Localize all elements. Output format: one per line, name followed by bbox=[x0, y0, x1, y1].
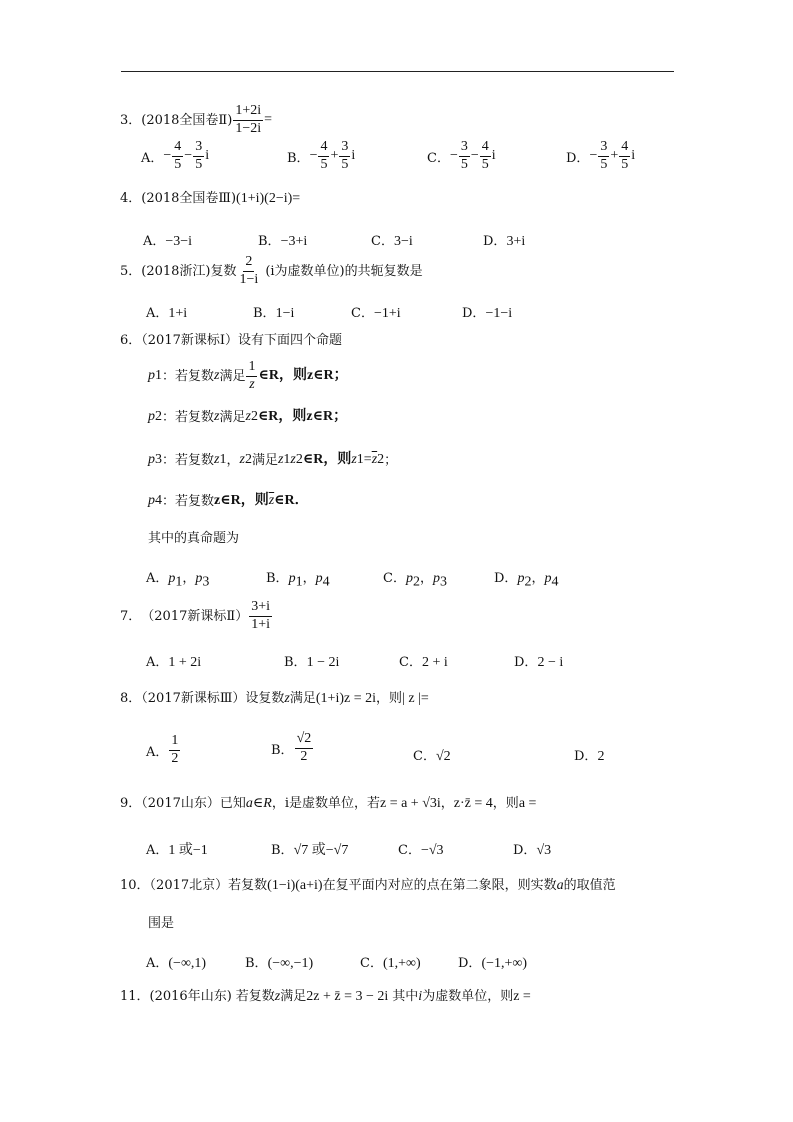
operator: + bbox=[610, 148, 619, 164]
prop-label: p bbox=[148, 368, 155, 383]
fraction-denominator: z bbox=[249, 376, 255, 392]
question-3 bbox=[120, 100, 272, 140]
question-number: 11． bbox=[120, 989, 150, 1004]
option-d[interactable]: D．$p_2$，$p_4$ bbox=[494, 571, 559, 590]
exponent: 2 bbox=[250, 409, 258, 424]
question-number: 5． bbox=[120, 263, 142, 279]
option-c[interactable] bbox=[413, 745, 451, 765]
question-4 bbox=[120, 192, 300, 206]
option-label: C． bbox=[399, 655, 422, 670]
option-label: A． bbox=[146, 843, 169, 858]
question-7 bbox=[120, 596, 273, 636]
option-value: 1 − 2i bbox=[306, 655, 340, 670]
question-10 bbox=[120, 879, 616, 893]
question-stem: 其中 bbox=[392, 989, 419, 1004]
option-a[interactable] bbox=[141, 140, 209, 172]
option-a[interactable] bbox=[146, 734, 181, 766]
option-value: (1,+∞) bbox=[382, 956, 421, 971]
option-label: D． bbox=[483, 234, 507, 249]
question-source: （2017新课标Ⅱ） bbox=[141, 608, 249, 624]
fraction-numerator: 4 bbox=[480, 140, 491, 157]
option-label: A． bbox=[146, 655, 169, 670]
fraction-numerator: 1+2i bbox=[233, 104, 263, 121]
prop-label: p bbox=[315, 571, 323, 586]
option-c[interactable] bbox=[371, 230, 413, 250]
option-label: C． bbox=[360, 956, 383, 971]
imaginary-unit: i bbox=[205, 148, 210, 164]
proposition-p2 bbox=[148, 410, 347, 424]
option-value: 2 bbox=[597, 749, 605, 764]
var-z: z bbox=[245, 409, 251, 424]
option-value: 2 − i bbox=[537, 655, 564, 670]
imaginary-unit: i bbox=[351, 148, 356, 164]
question-stem: 满足 bbox=[289, 691, 316, 706]
question-number: 9． bbox=[120, 796, 142, 811]
var-z-conjugate: $\overline{z}$ bbox=[268, 493, 275, 508]
option-value: −1+i bbox=[373, 306, 401, 321]
fraction-numerator: 1 bbox=[246, 360, 257, 377]
option-a[interactable] bbox=[146, 839, 208, 859]
question-source: （2017北京） bbox=[149, 878, 229, 893]
option-label: A． bbox=[146, 744, 169, 760]
fraction-denominator: 5 bbox=[195, 156, 203, 172]
fraction-denominator: 5 bbox=[174, 156, 182, 172]
fraction-denominator: 1−i bbox=[239, 271, 259, 287]
option-label: D． bbox=[566, 150, 590, 166]
fraction bbox=[193, 140, 204, 172]
var-i: i bbox=[418, 989, 423, 1004]
question-11 bbox=[120, 990, 531, 1004]
option-d[interactable] bbox=[566, 140, 635, 172]
option-label: A． bbox=[146, 956, 169, 971]
fraction bbox=[233, 104, 263, 136]
fraction-numerator: 2 bbox=[243, 255, 254, 272]
fraction bbox=[249, 600, 272, 632]
option-value: −3−i bbox=[165, 234, 193, 249]
option-c[interactable] bbox=[351, 302, 401, 322]
expression: | z |= bbox=[402, 691, 429, 706]
option-b[interactable] bbox=[287, 140, 355, 172]
var-z: z bbox=[290, 452, 296, 467]
option-c[interactable] bbox=[427, 140, 496, 172]
fraction bbox=[169, 734, 180, 766]
option-label: A． bbox=[143, 234, 166, 249]
subscript: 2 bbox=[524, 574, 532, 590]
prop-label: p bbox=[195, 571, 203, 586]
fraction-denominator: 5 bbox=[600, 156, 608, 172]
question-source: (2016年山东) bbox=[149, 989, 232, 1004]
option-c[interactable] bbox=[360, 952, 421, 972]
option-label: D． bbox=[462, 306, 486, 321]
option-label: C． bbox=[427, 150, 450, 166]
option-c[interactable]: C．$p_2$，$p_3$ bbox=[383, 571, 447, 590]
subscript: 2 bbox=[244, 452, 252, 467]
option-value: −3+i bbox=[280, 234, 308, 249]
expression: a = bbox=[518, 796, 537, 811]
option-value: √2 bbox=[435, 749, 451, 764]
prop-text: 满足 bbox=[251, 452, 278, 468]
operator: − bbox=[470, 148, 479, 164]
prop-text: 满足 bbox=[219, 409, 246, 425]
prop-label: p bbox=[288, 571, 296, 586]
fraction-numerator: 3 bbox=[598, 140, 609, 157]
subscript: 1 bbox=[295, 574, 303, 590]
question-stem: 若复数 bbox=[235, 989, 275, 1004]
subscript: 4 bbox=[551, 574, 559, 590]
option-label: B． bbox=[271, 843, 294, 858]
option-value: (−1,+∞) bbox=[481, 956, 528, 971]
option-value: 2 + i bbox=[421, 655, 448, 670]
equals-sign: = bbox=[363, 452, 372, 467]
fraction-numerator: √2 bbox=[295, 732, 314, 749]
question-stem: ，i是虚数单位，若 bbox=[271, 796, 380, 811]
fraction bbox=[598, 140, 609, 172]
option-b[interactable]: B．$p_1$，$p_4$ bbox=[266, 571, 330, 590]
option-label: C． bbox=[351, 306, 374, 321]
proposition-p3 bbox=[148, 453, 397, 467]
var-z: z bbox=[351, 452, 357, 467]
imaginary-unit: i bbox=[631, 148, 636, 164]
expression: 2z + z̄ = 3 − 2i bbox=[306, 989, 389, 1004]
fraction-numerator: 4 bbox=[619, 140, 630, 157]
var-a: a bbox=[556, 878, 564, 893]
question-stem: 的取值范 bbox=[563, 878, 616, 893]
option-value: 1+i bbox=[168, 306, 188, 321]
option-label: A． bbox=[146, 306, 169, 321]
fraction bbox=[295, 732, 314, 764]
option-a[interactable]: A．$p_1$，$p_3$ bbox=[146, 571, 210, 590]
option-value: √7 或−√7 bbox=[293, 843, 349, 858]
option-value: 1 + 2i bbox=[168, 655, 202, 670]
option-b[interactable] bbox=[245, 952, 313, 972]
prop-text: ， bbox=[226, 452, 240, 468]
prop-text: ∈R，则 bbox=[258, 368, 307, 383]
option-b[interactable] bbox=[253, 302, 294, 322]
subscript: 3 bbox=[439, 574, 447, 590]
expression: (1−i)(a+i) bbox=[267, 878, 323, 893]
fraction bbox=[339, 140, 350, 172]
option-d[interactable] bbox=[514, 651, 563, 671]
question-number: 6． bbox=[120, 333, 142, 348]
option-label: B． bbox=[258, 234, 281, 249]
option-label: B． bbox=[284, 655, 307, 670]
fraction-denominator: 1+i bbox=[251, 616, 270, 632]
subscript: 1 bbox=[356, 452, 364, 467]
question-stem: 设复数 bbox=[245, 691, 285, 706]
subscript: 4 bbox=[322, 574, 330, 590]
expression: z·z̄ = 4 bbox=[453, 796, 493, 811]
prop-label-sub: 2 bbox=[155, 409, 162, 424]
fraction-numerator: 3+i bbox=[249, 600, 272, 617]
question-stem: 满足 bbox=[280, 989, 307, 1004]
fraction-denominator: 2 bbox=[300, 748, 308, 764]
option-value: (−∞,−1) bbox=[267, 956, 314, 971]
question-source: （2017山东） bbox=[141, 796, 220, 811]
option-b[interactable] bbox=[271, 732, 314, 764]
question-number: 10． bbox=[120, 878, 150, 893]
var-z: z bbox=[277, 452, 284, 467]
question-stem: 若复数 bbox=[228, 878, 268, 893]
prop-text: ∈R． bbox=[274, 493, 309, 508]
var-z: z bbox=[214, 452, 220, 467]
option-label: D． bbox=[574, 749, 598, 764]
option-value: 3−i bbox=[393, 234, 413, 249]
fraction-numerator: 4 bbox=[318, 140, 329, 157]
option-value: 3+i bbox=[506, 234, 526, 249]
prop-text: ：若复数 bbox=[162, 368, 215, 384]
option-c[interactable] bbox=[398, 839, 444, 859]
option-d[interactable] bbox=[462, 302, 512, 322]
question-source: (2018全国卷Ⅱ) bbox=[141, 112, 233, 128]
option-b[interactable] bbox=[258, 230, 307, 250]
prop-text: 满足 bbox=[219, 368, 246, 384]
operator: + bbox=[330, 148, 339, 164]
fraction-denominator: 5 bbox=[320, 156, 328, 172]
option-value: −√3 bbox=[420, 843, 444, 858]
option-value: 1 或−1 bbox=[168, 843, 208, 858]
question-stem: 在复平面内对应的点在第二象限，则实数 bbox=[322, 878, 557, 893]
equals-sign: = bbox=[264, 112, 273, 127]
question-8 bbox=[120, 692, 429, 706]
subscript: 3 bbox=[202, 574, 210, 590]
fraction-denominator: 5 bbox=[341, 156, 349, 172]
prop-label: p bbox=[405, 571, 413, 586]
option-c[interactable] bbox=[399, 651, 448, 671]
option-label: C． bbox=[371, 234, 394, 249]
fraction-denominator: 5 bbox=[460, 156, 468, 172]
expression: z = bbox=[513, 989, 531, 1004]
fraction bbox=[480, 140, 491, 172]
fraction-denominator: 5 bbox=[481, 156, 489, 172]
option-d[interactable] bbox=[458, 952, 527, 972]
option-label: C． bbox=[398, 843, 421, 858]
prop-text: z∈R； bbox=[306, 409, 348, 424]
option-label: D． bbox=[514, 655, 538, 670]
fraction-numerator: 1 bbox=[169, 734, 180, 751]
prop-label-sub: 1 bbox=[155, 368, 162, 383]
option-label: B． bbox=[253, 306, 276, 321]
option-a[interactable] bbox=[146, 302, 187, 322]
fraction bbox=[238, 255, 261, 287]
prop-label: p bbox=[148, 493, 155, 508]
question-stem: ， bbox=[440, 796, 454, 811]
prop-text: z∈R； bbox=[306, 368, 348, 383]
question-stem: 设有下面四个命题 bbox=[238, 333, 343, 348]
option-label: B． bbox=[271, 742, 294, 758]
option-value: 1−i bbox=[275, 306, 295, 321]
question-number: 4． bbox=[120, 191, 142, 206]
var-z: z bbox=[214, 409, 220, 424]
var-z: z bbox=[284, 691, 290, 706]
fraction bbox=[619, 140, 630, 172]
option-label: A． bbox=[141, 150, 164, 166]
option-label: B． bbox=[266, 571, 289, 586]
prop-label: p bbox=[148, 452, 155, 467]
prop-label-sub: 3 bbox=[155, 452, 162, 467]
option-d[interactable] bbox=[574, 745, 604, 765]
question-stem: 已知 bbox=[219, 796, 246, 811]
subscript: 1 bbox=[175, 574, 183, 590]
option-a[interactable] bbox=[143, 230, 192, 250]
sign: − bbox=[163, 148, 172, 164]
prop-label: p bbox=[148, 409, 155, 424]
prop-text: ：若复数 bbox=[162, 493, 215, 509]
question-number: 7． bbox=[120, 608, 142, 624]
prop-text: ：若复数 bbox=[162, 452, 215, 468]
fraction bbox=[172, 140, 183, 172]
proposition-p4 bbox=[148, 494, 309, 508]
fraction-denominator: 1−2i bbox=[235, 120, 262, 136]
expression: (1+i)(2−i)= bbox=[236, 191, 301, 206]
question-source: (2018浙江) bbox=[141, 263, 211, 279]
sign: − bbox=[309, 148, 318, 164]
prop-text: ：若复数 bbox=[162, 409, 215, 425]
question-stem: 为虚数单位，则 bbox=[422, 989, 514, 1004]
question-5 bbox=[120, 252, 423, 290]
question-source: （2017新课标Ⅰ） bbox=[141, 333, 239, 348]
question-6-prompt: 其中的真命题为 bbox=[148, 531, 240, 546]
subscript: 2 bbox=[412, 574, 420, 590]
operator: − bbox=[184, 148, 193, 164]
question-9 bbox=[120, 797, 536, 811]
prop-text: ∈R，则 bbox=[257, 409, 307, 424]
prop-text: ∈R，则 bbox=[302, 452, 352, 467]
subscript: 2 bbox=[295, 452, 303, 467]
prop-label: p bbox=[517, 571, 525, 586]
option-a[interactable] bbox=[146, 651, 201, 671]
prop-label-sub: 4 bbox=[155, 493, 162, 508]
expression: a∈R bbox=[245, 796, 272, 811]
option-b[interactable] bbox=[284, 651, 339, 671]
var-z: z bbox=[214, 368, 220, 383]
option-value: (−∞,1) bbox=[168, 956, 207, 971]
sign: − bbox=[449, 148, 458, 164]
fraction-numerator: 3 bbox=[339, 140, 350, 157]
fraction-numerator: 3 bbox=[193, 140, 204, 157]
question-stem: ，则 bbox=[492, 796, 519, 811]
var-z: z bbox=[239, 452, 245, 467]
prop-label: p bbox=[432, 571, 440, 586]
option-label: C． bbox=[413, 749, 436, 764]
prop-label: p bbox=[168, 571, 176, 586]
fraction-numerator: 3 bbox=[459, 140, 470, 157]
option-label: D． bbox=[494, 571, 518, 586]
sign: − bbox=[589, 148, 598, 164]
question-number: 8． bbox=[120, 691, 142, 706]
prop-text: z∈R，则 bbox=[214, 493, 269, 508]
subscript: 1 bbox=[219, 452, 227, 467]
option-label: A． bbox=[146, 571, 169, 586]
option-label: C． bbox=[383, 571, 406, 586]
prop-label: p bbox=[544, 571, 552, 586]
proposition-p1 bbox=[148, 358, 348, 394]
fraction-denominator: 2 bbox=[171, 750, 179, 766]
option-value: √3 bbox=[536, 843, 552, 858]
var-z-conjugate: $\overline{z}$ bbox=[371, 452, 378, 467]
fraction bbox=[246, 360, 257, 392]
option-d[interactable] bbox=[483, 230, 525, 250]
option-label: D． bbox=[513, 843, 537, 858]
option-value: −1−i bbox=[485, 306, 513, 321]
expression: (1+i)z = 2i bbox=[315, 691, 376, 706]
stem-prefix: 复数 bbox=[210, 263, 237, 279]
imaginary-unit: i bbox=[491, 148, 496, 164]
stem-suffix: (i为虚数单位)的共轭复数是 bbox=[265, 263, 423, 279]
question-source: （2017新课标Ⅲ） bbox=[141, 691, 246, 706]
fraction-numerator: 4 bbox=[172, 140, 183, 157]
fraction bbox=[459, 140, 470, 172]
option-label: D． bbox=[458, 956, 482, 971]
option-a[interactable] bbox=[146, 952, 206, 972]
question-source: (2018全国卷Ⅲ) bbox=[141, 191, 237, 206]
question-10-continued: 围是 bbox=[148, 916, 175, 931]
subscript: 1 bbox=[283, 452, 291, 467]
option-b[interactable] bbox=[271, 839, 348, 859]
fraction-denominator: 5 bbox=[621, 156, 629, 172]
question-stem: ，则 bbox=[376, 691, 403, 706]
header-rule bbox=[121, 71, 674, 72]
subscript: 2 bbox=[377, 452, 385, 467]
question-number: 3． bbox=[120, 112, 142, 128]
fraction bbox=[318, 140, 329, 172]
var-z: z bbox=[274, 989, 281, 1004]
question-6 bbox=[120, 334, 342, 347]
option-label: B． bbox=[245, 956, 268, 971]
expression: z = a + √3i bbox=[379, 796, 441, 811]
option-d[interactable] bbox=[513, 839, 551, 859]
prop-text: ； bbox=[384, 452, 398, 468]
option-label: B． bbox=[287, 150, 310, 166]
